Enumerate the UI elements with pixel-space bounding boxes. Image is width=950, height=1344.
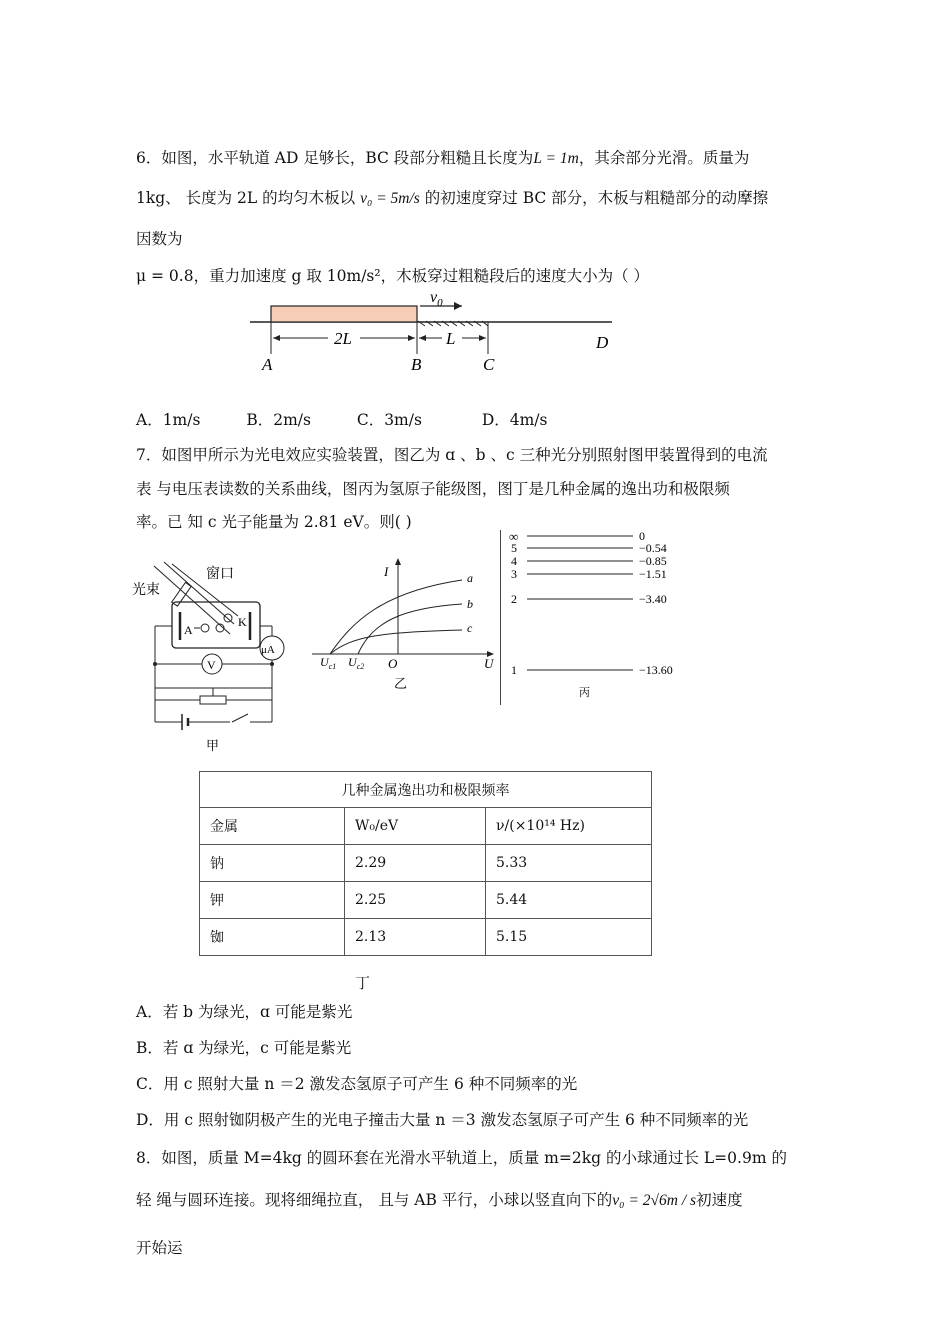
q7-option-b: B．若 ɑ 为绿光，c 可能是紫光 xyxy=(136,1039,352,1057)
level-1-n: 1 xyxy=(511,663,517,677)
axis-U-label: U xyxy=(484,656,494,671)
curve-c xyxy=(330,630,462,654)
q7-option-d: D．用 c 照射铷阴极产生的光电子撞击大量 n ＝3 激发态氢原子可产生 6 种不同频率的光 xyxy=(136,1111,749,1129)
header-metal: 金属 xyxy=(200,808,345,845)
curve-c-label: c xyxy=(467,621,473,635)
q7-option-c: C．用 c 照射大量 n ＝2 激发态氢原子可产生 6 种不同频率的光 xyxy=(136,1075,578,1093)
voltmeter-label: V xyxy=(207,658,216,672)
curve-b-label: b xyxy=(467,597,473,611)
q8-line-2: 轻 绳与圆环连接。现将细绳拉直， 且与 AB 平行，小球以竖直向下的v₀ = 2√6m / s初速度 xyxy=(136,1191,743,1209)
v0-label: $v_0$ xyxy=(430,289,443,309)
level-inf-E: 0 xyxy=(639,529,645,543)
uc1-label: $U_{c1}$ xyxy=(320,655,337,671)
table-row: 钠 2.29 5.33 xyxy=(200,845,652,882)
level-2-E: −3.40 xyxy=(639,592,667,606)
q7-line-1: 7．如图甲所示为光电效应实验装置，图乙为 ɑ 、b 、c 三种光分别照射图甲装置得到的电流 xyxy=(136,446,768,464)
q6-option-a: A．1m/s xyxy=(136,411,201,429)
q6-option-d: D．4m/s xyxy=(481,411,548,429)
curve-a-label: a xyxy=(467,571,473,585)
q7-line-2: 表 与电压表读数的关系曲线，图丙为氢原子能级图，图丁是几种金属的逸出功和极限频 xyxy=(136,480,730,498)
level-5-n: 5 xyxy=(511,541,517,555)
axis-I-label: I xyxy=(384,564,389,579)
anode-label: A xyxy=(184,623,193,637)
table-row: 钾 2.25 5.44 xyxy=(200,882,652,919)
level-inf-n: ∞ xyxy=(509,529,519,544)
table-caption: 丁 xyxy=(355,974,371,992)
window-label: 窗口 xyxy=(206,567,234,582)
q8-line-1: 8．如图，质量 M=4kg 的圆环套在光滑水平轨道上，质量 m=2kg 的小球通过长 L=0.9m 的 xyxy=(136,1149,787,1167)
q6-line-3: 因数为 xyxy=(136,230,183,248)
length-L-label: L xyxy=(446,329,456,348)
point-A: A xyxy=(262,355,273,374)
fig-jia-apparatus xyxy=(130,552,300,752)
q6-option-c: C．3m/s xyxy=(356,411,422,429)
cathode-label: K xyxy=(238,615,247,629)
curve-b xyxy=(358,604,462,654)
level-1-E: −13.60 xyxy=(639,663,673,677)
q7-option-a: A．若 b 为绿光，ɑ 可能是紫光 xyxy=(136,1003,353,1021)
q8-line-3: 开始运 xyxy=(136,1239,183,1257)
fig-bing-energy-levels xyxy=(505,528,705,700)
table-header-row xyxy=(200,808,652,845)
q6-line-1: 6．如图，水平轨道 AD 足够长，BC 段部分粗糙且长度为L = 1m，其余部分光滑。质量为 xyxy=(136,149,750,167)
level-3-E: −1.51 xyxy=(639,567,667,581)
microammeter-label: μA xyxy=(261,644,275,656)
header-frequency: ν/(×10¹⁴ Hz) xyxy=(486,808,652,845)
q6-track-figure xyxy=(240,280,630,380)
point-D: D xyxy=(596,333,609,352)
arrow-head xyxy=(454,302,462,310)
fig-jia-caption: 甲 xyxy=(206,738,220,752)
fig-bing-caption: 丙 xyxy=(579,687,590,699)
table-row: 铷 2.13 5.15 xyxy=(200,919,652,956)
fig-yi-iu-curves xyxy=(312,552,500,692)
level-4-E: −0.85 xyxy=(639,554,667,568)
q6-option-b: B．2m/s xyxy=(246,411,311,429)
point-B: B xyxy=(411,355,422,374)
figure-divider xyxy=(500,530,501,705)
q6-line-4: μ = 0.8，重力加速度 g 取 10m/s²，木板穿过粗糙段后的速度大小为（ ） xyxy=(136,267,650,285)
length-2L-label: 2L xyxy=(334,329,352,348)
fig-yi-caption: 乙 xyxy=(394,676,408,691)
wooden-board xyxy=(271,306,417,322)
q6-line-2: 1kg、 长度为 2L 的均匀木板以 v₀ = 5m/s 的初速度穿过 BC 部分，木板与粗糙部分的动摩擦 xyxy=(136,189,769,207)
header-work-function: W₀/eV xyxy=(345,808,486,845)
level-3-n: 3 xyxy=(511,567,517,581)
uc2-label: $U_{c2}$ xyxy=(348,655,365,671)
q6-options xyxy=(136,410,547,430)
level-4-n: 4 xyxy=(511,554,517,568)
light-beam-label: 光束 xyxy=(132,583,160,598)
table-title: 几种金属逸出功和极限频率 xyxy=(200,772,652,808)
point-C: C xyxy=(483,355,495,374)
level-5-E: −0.54 xyxy=(639,541,667,555)
metals-table xyxy=(199,771,652,956)
origin-label: O xyxy=(388,656,398,671)
level-2-n: 2 xyxy=(511,592,517,606)
q7-line-3: 率。已 知 c 光子能量为 2.81 eV。则( ) xyxy=(136,513,412,531)
